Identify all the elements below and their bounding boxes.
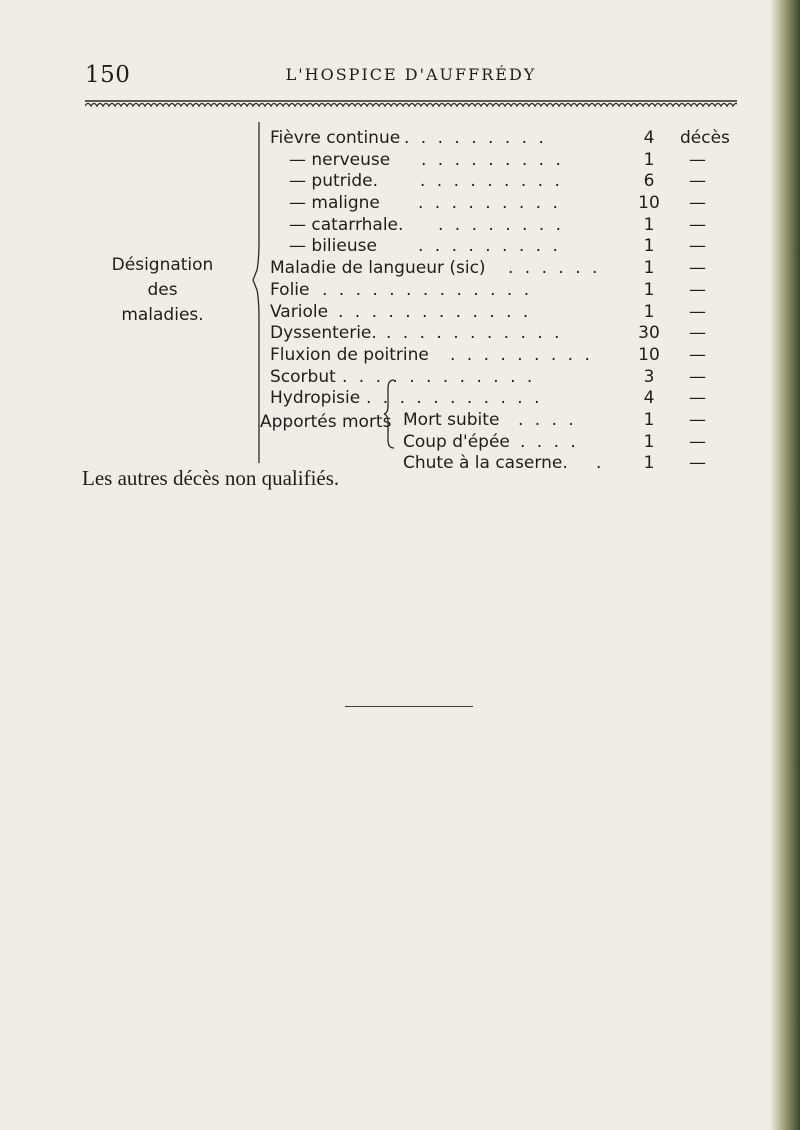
death-unit: — [689,279,706,300]
list-item [270,345,740,367]
designation-line-2: des [147,280,178,300]
death-count: 1 [643,149,655,170]
leader-dots: . . . . . . . . . [450,344,593,365]
leader-dots: . . . . . . . . . [404,128,547,148]
leader-dots: . . . . . . [508,258,601,279]
death-count: 4 [643,128,655,148]
death-count: 4 [643,388,655,409]
page-edge-shadow [770,0,800,1130]
leader-dots: . . . . . . . . . [420,171,563,192]
list-item [270,280,740,302]
list-item [270,367,740,389]
disease-name: Maladie de langueur (sic) [270,258,486,279]
leader-dots: . . . . . . . . . [421,149,564,170]
death-count: 10 [638,193,660,214]
death-unit: — [689,344,706,365]
list-item [270,388,740,410]
leader-dots: . . . . [518,409,577,430]
cause-name: Mort subite [403,409,500,430]
death-unit: décès [680,128,730,148]
disease-name: — bilieuse [289,236,377,257]
death-count: 1 [643,258,655,279]
disease-name: Hydropisie [270,388,361,409]
list-item [270,215,740,237]
list-item [270,453,740,475]
list-item [270,302,740,324]
disease-name: — nerveuse [289,149,391,170]
disease-name: Scorbut [270,366,336,387]
death-unit: — [689,171,706,192]
death-unit: — [689,409,706,430]
wavy-rule-ornament [85,100,737,110]
page-header [85,62,737,92]
leader-dots: . . . . . . . . . . . [366,388,543,409]
disease-name: Variole [270,301,329,322]
disease-name: — putride. [289,171,379,192]
death-unit: — [689,258,706,279]
list-item [270,258,740,280]
death-count: 6 [643,171,655,192]
list-item [270,236,740,258]
leader-dots: . . . . . . . . [438,214,565,235]
disease-name: — maligne [289,193,380,214]
disease-name: Folie [270,279,310,300]
death-count: 1 [643,214,655,235]
list-item [270,150,740,172]
death-unit: — [689,301,706,322]
death-count: 1 [643,453,655,474]
death-unit: — [689,214,706,235]
death-count: 3 [643,366,655,387]
death-count: 1 [643,301,655,322]
leader-dots: . . . . [520,431,579,452]
leader-dots: . . . . . . . . . [418,236,561,257]
list-item [270,171,740,193]
death-count: 10 [638,344,660,365]
section-rule [345,706,473,707]
leader-dots: . . . . . . . . . . . [386,323,563,344]
designation-label [90,253,235,328]
list-item [270,432,740,454]
death-unit: — [689,431,706,452]
death-count: 1 [643,279,655,300]
disease-name: Dyssenterie. [270,323,377,344]
death-unit: — [689,453,706,474]
list-item [270,193,740,215]
page-number: 150 [85,62,131,88]
death-count: 1 [643,236,655,257]
death-unit: — [689,149,706,170]
designation-line-1: Désignation [111,255,214,275]
leader-dots: . . . . . . . . . . . . . [322,279,533,300]
death-count: 30 [638,323,660,344]
leader-dots: . . . . . . . . . . . . [338,301,532,322]
death-unit: — [689,366,706,387]
apportes-brace [382,378,396,450]
death-unit: — [689,388,706,409]
death-count: 1 [643,409,655,430]
disease-name: Fluxion de poitrine [270,344,429,365]
designation-line-3: maladies. [121,305,204,325]
death-unit: — [689,323,706,344]
leader-dots: . . . . . . . . . [418,193,561,214]
list-item [270,128,740,150]
apportes-morts-label: Apportés morts [260,412,392,432]
cause-name: Coup d'épée [403,431,510,452]
running-title: L'HOSPICE D'AUFFRÉDY [285,65,537,84]
death-count: 1 [643,431,655,452]
disease-name: Fièvre continue [270,128,401,148]
disease-name: — catarrhale. [289,214,404,235]
list-item [270,323,740,345]
leader-dots: . [596,453,605,474]
cause-name: Chute à la caserne. [403,453,568,474]
death-unit: — [689,193,706,214]
leader-dots: . . . . . . . . . . . . [342,366,536,387]
death-unit: — [689,236,706,257]
footer-note: Les autres décès non qualifiés. [82,466,340,490]
